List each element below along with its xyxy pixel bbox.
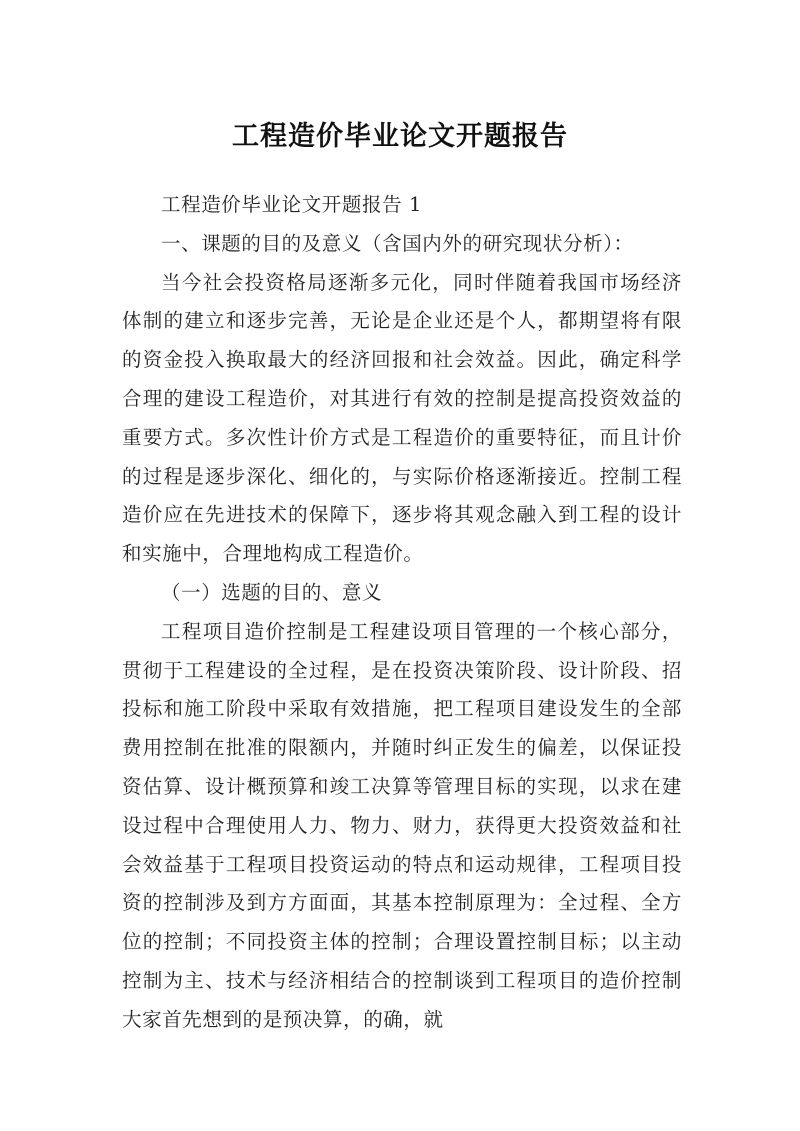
section-heading-purpose: 一、课题的目的及意义（含国内外的研究现状分析）： bbox=[161, 231, 634, 255]
paragraph-cost-control: 工程项目造价控制是工程建设项目管理的一个核心部分，贯彻于工程建设的全过程，是在投资决策阶段、设计阶段、招投标和施工阶段中采取有效措施，把工程项目建设发生的全部费用控制在批准的限额内，并随时纠正发生的偏差，以保证投资估算、设计概预算和竣工决算等管理目标的实现，以求在建设过程中合理使用人力、物力、财力，获得更大投资效益和社会效益基于工程项目投资运动的特点和运动规律，工程项目投资的控制涉及到方方面面，其基本控制原理为：全过程、全方位的控制；不同投资主体的控制；合理设置控制目标；以主动控制为主、技术与经济相结合的控制谈到工程项目的造价控制大家首先想到的是预决算，的确，就 bbox=[122, 619, 682, 1031]
report-subtitle: 工程造价毕业论文开题报告 1 bbox=[161, 193, 423, 216]
subsection-heading-purpose: （一）选题的目的、意义 bbox=[161, 580, 383, 604]
document-body bbox=[122, 186, 682, 1040]
document-title: 工程造价毕业论文开题报告 bbox=[232, 121, 568, 153]
paragraph-background: 当今社会投资格局逐渐多元化，同时伴随着我国市场经济体制的建立和逐步完善，无论是企业还是个人，都期望将有限的资金投入换取最大的经济回报和社会效益。因此，确定科学合理的建设工程造价，对其进行有效的控制是提高投资效益的重要方式。多次性计价方式是工程造价的重要特征，而且计价的过程是逐步深化、细化的，与实际价格逐渐接近。控制工程造价应在先进技术的保障下，逐步将其观念融入到工程的设计和实施中，合理地构成工程造价。 bbox=[122, 270, 682, 566]
